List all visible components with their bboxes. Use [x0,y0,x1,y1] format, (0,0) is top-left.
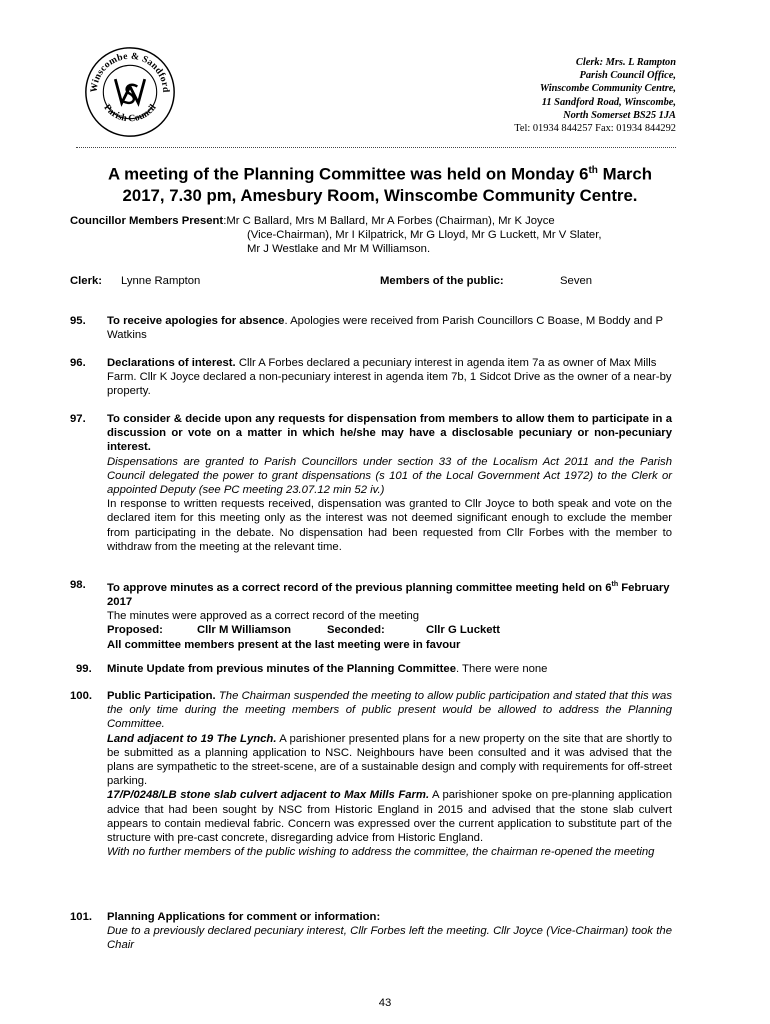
meeting-title [80,160,680,206]
item-italic-note: The Chairman suspended the meeting to allow public participation and stated that this was the only time during the meeting members of public present would be allowed to address the Planning Committee. [107,690,672,731]
item-text: A parishioner spoke on pre-planning application advice that had been sought by NSC from Historic England in 2015 and advised that the stone slab culvert appears to contain medieval fabric. Concern was expressed over the current application to substitute part of the structure with pre-cast concrete, disregarding advice from Historic England. [107,789,672,845]
members-present: Councillor Members Present : Mr C Ballard, Mrs M Ballard, Mr A Forbes (Chairman), Mr K Joyce (Vice-Chairman), Mr I Kilpatrick, Mr G Lloyd, Mr G Luckett, Mr V Slater, Mr J Westlake and Mr M Williamson. [70,214,670,257]
item-number: 101. [70,911,92,923]
address-line: Winscombe Community Centre, [539,83,676,95]
members-present-line: Mr J Westlake and Mr M Williamson. [247,243,431,256]
clerk-address-block [376,56,676,135]
item-number: 97. [70,413,86,425]
address-line: Clerk: Mrs. L Rampton [575,57,676,68]
members-present-line: (Vice-Chairman), Mr I Kilpatrick, Mr G Lloyd, Mr G Luckett, Mr V Slater, [247,229,602,242]
item-number: 98. [70,579,86,591]
item-italic-note: With no further members of the public wishing to address the committee, the chairman re-opened the meeting [107,846,655,859]
clerk-name: Lynne Rampton [121,275,201,287]
item-italic-note: Dispensations are granted to Parish Councillors under section 33 of the Localism Act 2011 and the Parish Council delegated the power to grant dispensations (s 101 of the Local Government Act 1972) to the Clerk or appointed Deputy (see PC meeting 23.07.12 min 52 iv.) [107,455,672,497]
item-text: . Apologies were received from Parish Councillors C Boase, M Boddy and P Watkins [107,315,663,342]
item-number: 95. [70,315,86,327]
item-text: . There were none [455,663,548,675]
public-count: Seven [560,275,593,287]
proposed-name: Cllr M Williamson [197,624,292,637]
proposed-label: Proposed: [107,624,163,637]
members-present-label: Councillor Members Present [70,215,224,227]
svg-text:Winscombe & Sandford: Winscombe & Sandford [88,50,172,94]
item-heading: Planning Applications for comment or information: [107,911,381,923]
item-heading: Minute Update from previous minutes of the Planning Committee [107,663,456,675]
item-text: The minutes were approved as a correct record of the meeting [107,610,420,623]
members-present-line: Mr C Ballard, Mrs M Ballard, Mr A Forbes (Chairman), Mr K Joyce [226,215,555,227]
item-heading: To approve minutes as a correct record of the previous planning committee meeting held on 6th February 2017 [107,581,670,608]
seconded-label: Seconded: [327,624,385,637]
tel-fax-line: Tel: 01934 844257 Fax: 01934 844292 [514,123,676,135]
item-text: Cllr A Forbes declared a pecuniary interest in agenda item 7a as owner of Max Mills Farm. Cllr K Joyce declared a non-pecuniary interest in agenda item 7b, 1 Sidcot Drive as the owner of a near-by property. [107,357,672,398]
sub-heading: Land adjacent to 19 The Lynch. [107,732,277,745]
item-text: A parishioner presented plans for a new property on the site that are shortly to be submitted as a planning application to NSC. Neighbours have been consulted and it was advised that the plans are sympathetic to the street-scene, are of a sustainable design and comply with requirements for off-street parking. [107,732,673,788]
minute-item-99 [70,662,672,676]
item-heading: Public Participation. [107,690,216,702]
svg-text:Parish Council: Parish Council [101,102,159,125]
item-number: 96. [70,357,86,369]
minute-item-96 [70,356,672,399]
item-text: In response to written requests received, dispensation was granted to Cllr Joyce to both speak and vote on the declared item for this meeting only as the interest was not deemed significant enough to exclude the member from participating in the debate. No dispensation had been requested from Cllr Forbes with the member to withdraw from the meeting at the relevant time. [107,498,672,553]
minute-item-97 [70,412,672,554]
item-heading: To receive apologies for absence [107,315,285,327]
title-line-1: A meeting of the Planning Committee was held on Monday 6th March [107,164,653,184]
title-line-2: 2017, 7.30 pm, Amesbury Room, Winscombe Community Centre. [122,185,638,205]
header-divider [76,147,676,148]
item-number: 100. [70,690,92,702]
address-line: North Somerset BS25 1JA [563,109,676,121]
sub-heading: 17/P/0248/LB stone slab culvert adjacent to Max Mills Farm. [107,789,430,802]
address-line: 11 Sandford Road, Winscombe, [541,96,676,108]
item-number: 99. [76,663,92,675]
clerk-label: Clerk: [70,275,103,287]
minute-item-100 [70,689,672,859]
address-line: Parish Council Office, [579,70,676,82]
minute-item-98 [70,578,672,652]
proposed-seconded-row [107,623,672,637]
parish-council-seal-logo [84,46,176,138]
public-label: Members of the public: [380,275,504,287]
minute-item-95 [70,314,672,342]
item-heading: Declarations of interest. [107,357,236,369]
clerk-and-public-row [70,274,670,290]
minute-item-101 [70,910,672,953]
page-number: 43 [378,997,392,1009]
item-heading: To consider & decide upon any requests for dispensation from members to allow them to participate in a discussion or vote on a matter in which he/she may have a disclosable pecuniary or non-pecuniary interest. [107,413,672,454]
item-italic-note: Due to a previously declared pecuniary interest, Cllr Forbes left the meeting. Cllr Joyce (Vice-Chairman) took the Chair [107,925,672,952]
seconded-name: Cllr G Luckett [426,624,501,637]
vote-result: All committee members present at the last meeting were in favour [107,638,461,651]
